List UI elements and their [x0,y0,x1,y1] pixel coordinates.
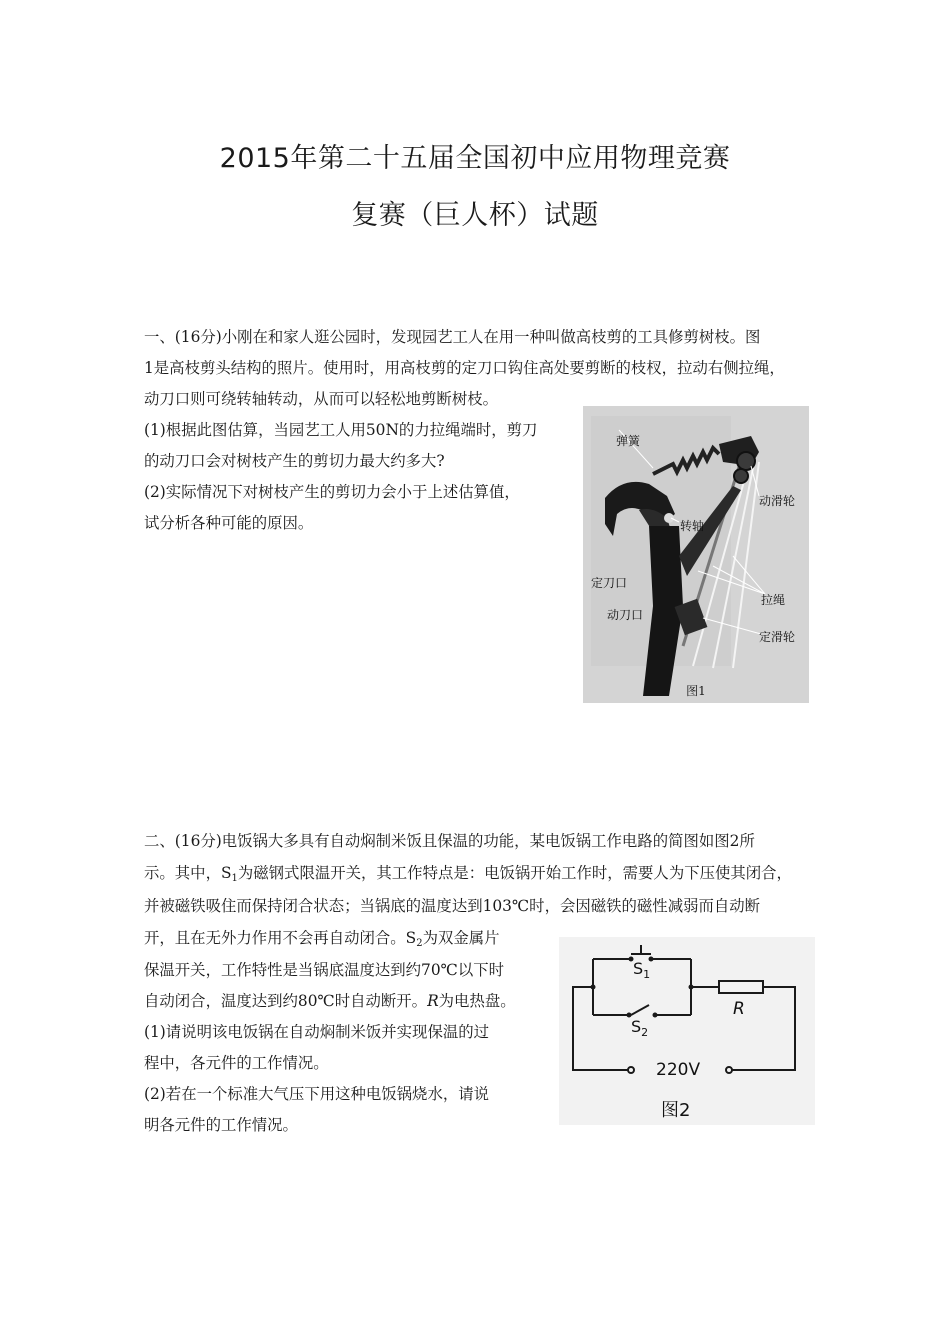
q2-line: (2)若在一个标准大气压下用这种电饭锅烧水，请说 [144,1085,490,1103]
figure-2-caption: 图2 [661,1100,691,1121]
label-s1: $S_1$ [633,959,651,982]
label-r: R [733,999,745,1019]
page-title: 2015年第二十五届全国初中应用物理竞赛 [219,143,731,174]
label-fixed-blade: 定刀口 [591,576,628,590]
label-moving-blade: 动刀口 [607,608,644,622]
q1-line: 1是高枝剪头结构的照片。使用时，用高枝剪的定刀口钩住高处要剪断的枝杈，拉动右侧拉绳， [144,359,785,377]
q2-line: 程中，各元件的工作情况。 [144,1054,329,1072]
q2-line: 开，且在无外力作用不会再自动闭合。$S_2$为双金属片 [144,929,500,949]
q1-line: (2)实际情况下对树枝产生的剪切力会小于上述估算值， [144,483,520,501]
label-pivot: 转轴 [680,519,705,533]
q2-line: 明各元件的工作情况。 [144,1116,298,1134]
label-voltage: 220V [656,1060,701,1080]
q1-line: 动刀口则可绕转轴转动，从而可以轻松地剪断树枝。 [144,390,498,408]
label-s2: $S_2$ [631,1017,649,1040]
label-spring: 弹簧 [616,434,641,448]
label-rope: 拉绳 [761,593,786,607]
figure-2-circuit [559,937,815,1125]
pruner-drawing [583,406,809,703]
q2-line: (1)请说明该电饭锅在自动焖制米饭并实现保温的过 [144,1023,490,1041]
q2-line: 并被磁铁吸住而保持闭合状态；当锅底的温度达到103℃时，会因磁铁的磁性减弱而自动断 [144,897,761,915]
label-fixed-pulley: 定滑轮 [759,630,796,644]
q1-line: (1)根据此图估算，当园艺工人用50N的力拉绳端时，剪刀 [144,421,538,439]
figure-1-photo [583,406,809,703]
q1-line: 一、(16分)小刚在和家人逛公园时，发现园艺工人在用一种叫做高枝剪的工具修剪树枝。图 [144,328,761,346]
q2-line: 保温开关，工作特性是当锅底温度达到约70℃以下时 [144,961,505,979]
page-subtitle: 复赛（巨人杯）试题 [351,200,599,231]
q2-line: 自动闭合，温度达到约80℃时自动断开。R为电热盘。 [144,992,516,1010]
q1-line: 的动刀口会对树枝产生的剪切力最大约多大? [144,452,445,470]
q1-line: 试分析各种可能的原因。 [144,514,314,532]
label-moving-pulley: 动滑轮 [759,494,796,508]
figure-1-caption: 图1 [686,684,706,698]
q2-line: 示。其中，$S_1$为磁钢式限温开关，其工作特点是：电饭锅开始工作时，需要人为下压使其闭合， [144,864,792,884]
q2-line: 二、(16分)电饭锅大多具有自动焖制米饭且保温的功能，某电饭锅工作电路的简图如图2所 [144,832,755,850]
